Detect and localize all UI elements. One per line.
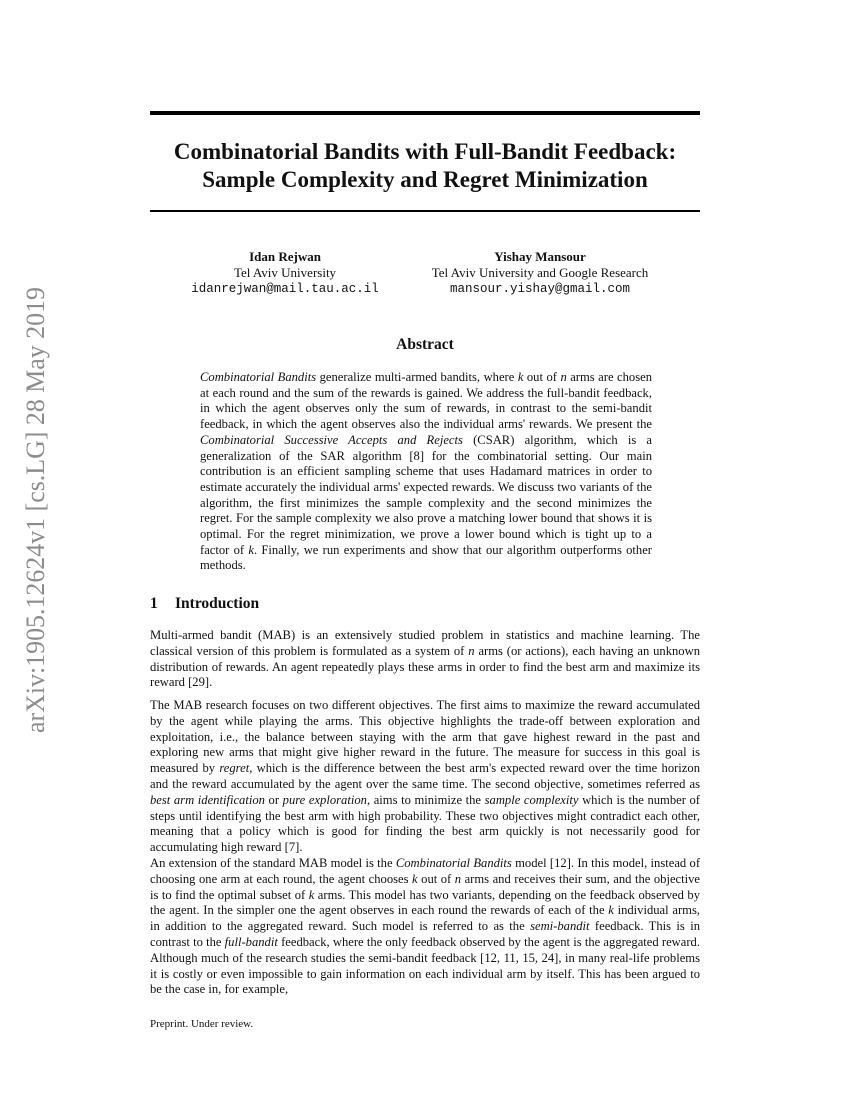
paragraph-text: , aims to minimize the [366, 792, 485, 807]
author-name: Idan Rejwan [249, 249, 321, 264]
intro-paragraph-1 [150, 628, 700, 691]
section-heading-introduction [150, 595, 259, 613]
term-semi-bandit: semi-bandit [530, 919, 590, 934]
paragraph-text: An extension of the standard MAB model is the [150, 856, 396, 870]
paragraph-text: Multi-armed bandit (MAB) is an extensively studied problem in statistics and machine learning. The classical version of this problem is formulated as a system of [150, 628, 700, 658]
abstract-term-csar: Combinatorial Successive Accepts and Rejects [200, 432, 463, 447]
paragraph-text: arms. This model has two variants, depending on the feedback observed by the agent. In the simpler one the agent observes in each round the rewards of each of the [150, 887, 700, 918]
author-affiliation: Tel Aviv University [233, 265, 337, 280]
paper-title [150, 138, 700, 194]
math-k: k [608, 903, 614, 918]
intro-paragraph-2 [150, 698, 700, 856]
math-k: k [412, 871, 418, 886]
paragraph-text: out of [417, 871, 455, 886]
title-bottom-rule [150, 210, 700, 212]
preprint-footer: Preprint. Under review. [150, 1018, 254, 1030]
term-regret: regret [219, 761, 250, 776]
abstract-text: arms are chosen at each round and the sum of the rewards is gained. We address the full-bandit feedback, in which the agent observes only the sum of rewards, in contrast to the semi-bandit feedback, in which the agent observes also the individual arms' rewards. We present the [200, 370, 652, 432]
arxiv-stamp-svg [8, 285, 56, 735]
paragraph-text: arms and receives their sum, and the objective is to find the optimal subset of [150, 871, 701, 902]
abstract-body [200, 370, 652, 574]
paragraph-text: model [12]. In this model, instead of choosing one arm at each round, the agent chooses [150, 856, 701, 886]
title-line-1: Combinatorial Bandits with Full-Bandit Feedback: [173, 139, 677, 164]
paragraph-text: or [264, 792, 283, 807]
section-title: Introduction [175, 595, 260, 612]
abstract-text: . Finally, we run experiments and show that our algorithm outperforms other methods. [200, 542, 652, 573]
math-k: k [248, 542, 254, 557]
author-name: Yishay Mansour [494, 249, 586, 264]
math-n: n [454, 871, 462, 886]
section-number: 1 [150, 595, 158, 612]
abstract-heading: Abstract [396, 336, 454, 353]
paragraph-text: which is the number of steps until identifying the best arm with high probability. These two objectives might contradict each other, meaning that a policy which is good for finding the best arm quickly is not necessarily good for accumulating high reward [7]. [150, 792, 700, 855]
math-k: k [517, 370, 524, 384]
arxiv-identifier-stamp [8, 285, 56, 735]
term-combinatorial-bandits: Combinatorial Bandits [395, 856, 512, 870]
term-best-arm-identification: best arm identification [150, 792, 265, 807]
abstract-term-combinatorial-bandits: Combinatorial Bandits [200, 370, 317, 384]
paragraph-text: , which is the difference between the best arm's expected reward over the time horizon and the reward accumulated by the agent over the same time. The second objective, sometimes referred as [150, 761, 700, 791]
paragraph-text: arms (or actions), each having an unknown distribution of rewards. An agent repeatedly plays these arms in order to find the best arm and maximize its reward [29]. [150, 643, 700, 690]
author-block-1 [185, 249, 385, 297]
math-n: n [468, 643, 475, 658]
intro-paragraph-3 [150, 856, 700, 998]
math-k: k [308, 887, 315, 902]
math-n: n [560, 370, 567, 384]
author-email[interactable]: idanrejwan@mail.tau.ac.il [191, 282, 379, 296]
paragraph-text: feedback. This is in contrast to the [150, 919, 701, 949]
abstract-text: out of [523, 370, 561, 384]
paragraph-text: The MAB research focuses on two different objectives. The first aims to maximize the reward accumulated by the agent while playing the arms. This objective highlights the trade-off between exploration and exploitation, i.e., the balance between staying with the arm that gave highest reward in the past and exploring new arms that might give higher reward in the future. The measure for success in this goal is measured by [150, 698, 700, 776]
abstract-text: (CSAR) algorithm, which is a generalization of the SAR algorithm [8] for the combinatorial setting. Our main contribution is an efficient sampling scheme that uses Hadamard matrices in order to estimate accurately the individual arms' expected rewards. We discuss two variants of the algorithm, the first minimizes the sample complexity and the second minimizes the regret. For the sample complexity we also prove a matching lower bound that shows it is optimal. For the regret minimization, we prove a lower bound which is tight up to a factor of [200, 432, 652, 557]
title-top-rule [150, 111, 700, 115]
abstract-text: generalize multi-armed bandits, where [316, 370, 518, 384]
paragraph-text: feedback, where the only feedback observed by the agent is the aggregated reward. Although much of the research studies the semi-bandit feedback [12, 11, 15, 24], in many real-life problems it is costly or even impossible to gain information on each individual arm by itself. This has been argued to be the case in, for example, [150, 934, 700, 997]
term-sample-complexity: sample complexity [484, 792, 579, 807]
term-pure-exploration: pure exploration [282, 792, 367, 807]
author-affiliation: Tel Aviv University and Google Research [431, 265, 649, 280]
term-full-bandit: full-bandit [224, 934, 278, 949]
title-line-2: Sample Complexity and Regret Minimization [202, 167, 648, 192]
arxiv-stamp-text: arXiv:1905.12624v1 [cs.LG] 28 May 2019 [21, 285, 50, 733]
author-block-2 [410, 249, 670, 297]
author-email[interactable]: mansour.yishay@gmail.com [449, 282, 631, 296]
paragraph-text: individual arms, in addition to the aggregated reward. Such model is referred to as the [150, 903, 700, 934]
